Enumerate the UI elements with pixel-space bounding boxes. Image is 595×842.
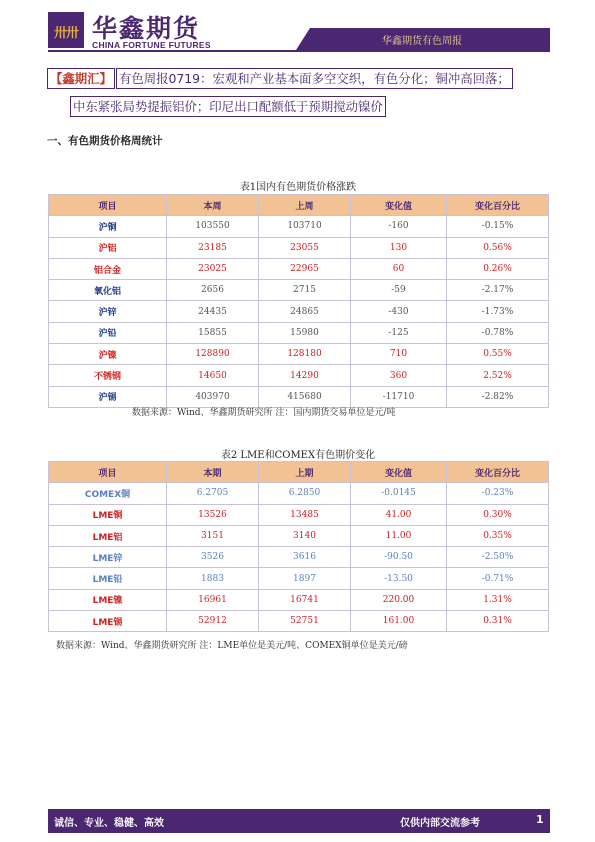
title-line2-box: [70, 96, 386, 117]
row-item-name: 沪镍: [49, 344, 167, 365]
row-value-this-week: 403970: [167, 386, 259, 407]
table-row: [49, 216, 549, 237]
row-item-name: LME铅: [49, 568, 167, 589]
table-row: [49, 280, 549, 301]
row-value-last-week: 15980: [259, 322, 351, 343]
row-item-name: 铝合金: [49, 258, 167, 279]
table2-source-text: 数据来源：Wind、华鑫期货研究所 注：LME单位是美元/吨、COMEX铜单位是美元/磅: [56, 641, 408, 651]
header-cell: 项目: [49, 462, 167, 483]
row-item-name: LME铜: [49, 504, 167, 525]
table1-source-note: [48, 405, 548, 418]
report-title-line1: [47, 68, 514, 90]
header-cell: 上周: [259, 195, 351, 216]
header-cell: 变化百分比: [447, 462, 549, 483]
row-value-change: 220.00: [351, 589, 447, 610]
title-tag: 【鑫期汇】: [50, 71, 112, 86]
row-value-last-week: 1897: [259, 568, 351, 589]
row-value-change: 130: [351, 237, 447, 258]
table1-caption: 表1国内有色期货价格涨跌: [239, 182, 357, 193]
table2-caption: 表2 LME和COMEX有色期价变化: [220, 450, 376, 461]
row-value-last-week: 2715: [259, 280, 351, 301]
header-cell: 项目: [49, 195, 167, 216]
row-value-pct: -0.23%: [447, 483, 549, 504]
row-item-name: LME锡: [49, 611, 167, 632]
brand-name-en: CHINA FORTUNE FUTURES: [92, 40, 211, 50]
row-value-last-week: 103710: [259, 216, 351, 237]
row-value-pct: 0.31%: [447, 611, 549, 632]
table-row: [49, 301, 549, 322]
table-row: [49, 611, 549, 632]
row-value-this-week: 14650: [167, 365, 259, 386]
row-value-pct: 0.30%: [447, 504, 549, 525]
title-line1-text: 有色周报0719：宏观和产业基本面多空交织，有色分化；铜冲高回落；: [118, 71, 510, 86]
header-cell: 变化值: [351, 195, 447, 216]
row-value-change: -90.50: [351, 547, 447, 568]
header-cell: 变化值: [351, 462, 447, 483]
table-row: [49, 258, 549, 279]
row-value-this-week: 13526: [167, 504, 259, 525]
section-heading: 一、有色期货价格周统计: [47, 135, 163, 147]
report-title-line2: [70, 96, 387, 118]
row-value-change: -430: [351, 301, 447, 322]
table-row: [49, 237, 549, 258]
row-value-last-week: 13485: [259, 504, 351, 525]
footer-motto: 诚信、专业、稳健、高效: [54, 818, 164, 829]
table-row: [49, 589, 549, 610]
title-tag-box: [47, 68, 115, 89]
table-row: [49, 344, 549, 365]
company-logo: [48, 12, 84, 48]
title-line2-text: 中东紧张局势提振铝价；印尼出口配额低于预期搅动镍价: [73, 99, 383, 114]
page-number: 1: [536, 813, 544, 826]
row-value-pct: 2.52%: [447, 365, 549, 386]
row-item-name: LME锌: [49, 547, 167, 568]
report-series-label: 华鑫期货有色周报: [382, 36, 462, 47]
row-value-last-week: 6.2850: [259, 483, 351, 504]
row-value-pct: -0.15%: [447, 216, 549, 237]
row-value-last-week: 24865: [259, 301, 351, 322]
row-value-pct: -2.17%: [447, 280, 549, 301]
table-row: [49, 322, 549, 343]
table-row: [49, 547, 549, 568]
row-value-this-week: 2656: [167, 280, 259, 301]
logo-glyph: 卅卅: [53, 26, 78, 41]
row-value-this-week: 23185: [167, 237, 259, 258]
footer-disclaimer: 仅供内部交流参考: [400, 818, 480, 829]
domestic-futures-table: [48, 194, 549, 408]
row-value-this-week: 1883: [167, 568, 259, 589]
brand-name-cn: 华鑫期货: [92, 14, 201, 43]
row-value-change: -13.50: [351, 568, 447, 589]
row-value-this-week: 103550: [167, 216, 259, 237]
row-value-pct: -1.73%: [447, 301, 549, 322]
row-value-last-week: 128180: [259, 344, 351, 365]
header-cell: 变化百分比: [447, 195, 549, 216]
row-value-change: 11.00: [351, 525, 447, 546]
row-item-name: LME镍: [49, 589, 167, 610]
row-value-this-week: 15855: [167, 322, 259, 343]
row-value-change: 360: [351, 365, 447, 386]
table-row: [49, 483, 549, 504]
row-value-pct: 0.56%: [447, 237, 549, 258]
row-value-last-week: 3140: [259, 525, 351, 546]
row-value-pct: 0.26%: [447, 258, 549, 279]
row-value-last-week: 16741: [259, 589, 351, 610]
row-value-pct: -2.82%: [447, 386, 549, 407]
row-item-name: LME铝: [49, 525, 167, 546]
row-value-last-week: 52751: [259, 611, 351, 632]
row-value-last-week: 415680: [259, 386, 351, 407]
table1-source-text: 数据来源：Wind、华鑫期货研究所 注：国内期货交易单位是元/吨: [132, 408, 396, 418]
table-row: [49, 568, 549, 589]
row-value-change: 710: [351, 344, 447, 365]
row-value-pct: -0.78%: [447, 322, 549, 343]
row-value-this-week: 3151: [167, 525, 259, 546]
table-row: [49, 525, 549, 546]
row-value-pct: -2.50%: [447, 547, 549, 568]
row-value-change: -160: [351, 216, 447, 237]
page-footer: [48, 809, 550, 833]
row-value-last-week: 22965: [259, 258, 351, 279]
header-band: [310, 28, 550, 50]
row-value-this-week: 3526: [167, 547, 259, 568]
header-cell: 本周: [167, 195, 259, 216]
row-item-name: COMEX铜: [49, 483, 167, 504]
row-value-change: 161.00: [351, 611, 447, 632]
row-item-name: 沪铅: [49, 322, 167, 343]
row-value-change: 41.00: [351, 504, 447, 525]
row-value-this-week: 24435: [167, 301, 259, 322]
row-value-last-week: 14290: [259, 365, 351, 386]
row-value-pct: 0.55%: [447, 344, 549, 365]
row-value-last-week: 23055: [259, 237, 351, 258]
row-item-name: 不锈钢: [49, 365, 167, 386]
header-cell: 本期: [167, 462, 259, 483]
header-cell: 上期: [259, 462, 351, 483]
row-item-name: 沪铜: [49, 216, 167, 237]
table-header-row: [49, 462, 549, 483]
row-value-this-week: 128890: [167, 344, 259, 365]
table2-source-note: [48, 638, 548, 651]
row-value-change: -125: [351, 322, 447, 343]
table-header-row: [49, 195, 549, 216]
header-divider: [48, 50, 550, 52]
row-value-this-week: 23025: [167, 258, 259, 279]
row-value-this-week: 6.2705: [167, 483, 259, 504]
row-item-name: 沪锡: [49, 386, 167, 407]
row-value-change: -59: [351, 280, 447, 301]
row-item-name: 沪铝: [49, 237, 167, 258]
row-item-name: 氧化铝: [49, 280, 167, 301]
row-value-change: 60: [351, 258, 447, 279]
row-value-last-week: 3616: [259, 547, 351, 568]
row-item-name: 沪锌: [49, 301, 167, 322]
row-value-pct: 1.31%: [447, 589, 549, 610]
row-value-change: -11710: [351, 386, 447, 407]
header-band-wedge: [296, 28, 310, 50]
title-line1-box: [116, 68, 513, 89]
row-value-this-week: 52912: [167, 611, 259, 632]
row-value-change: -0.0145: [351, 483, 447, 504]
row-value-pct: 0.35%: [447, 525, 549, 546]
row-value-pct: -0.71%: [447, 568, 549, 589]
row-value-this-week: 16961: [167, 589, 259, 610]
lme-comex-table: [48, 461, 549, 632]
table-row: [49, 365, 549, 386]
table-row: [49, 504, 549, 525]
